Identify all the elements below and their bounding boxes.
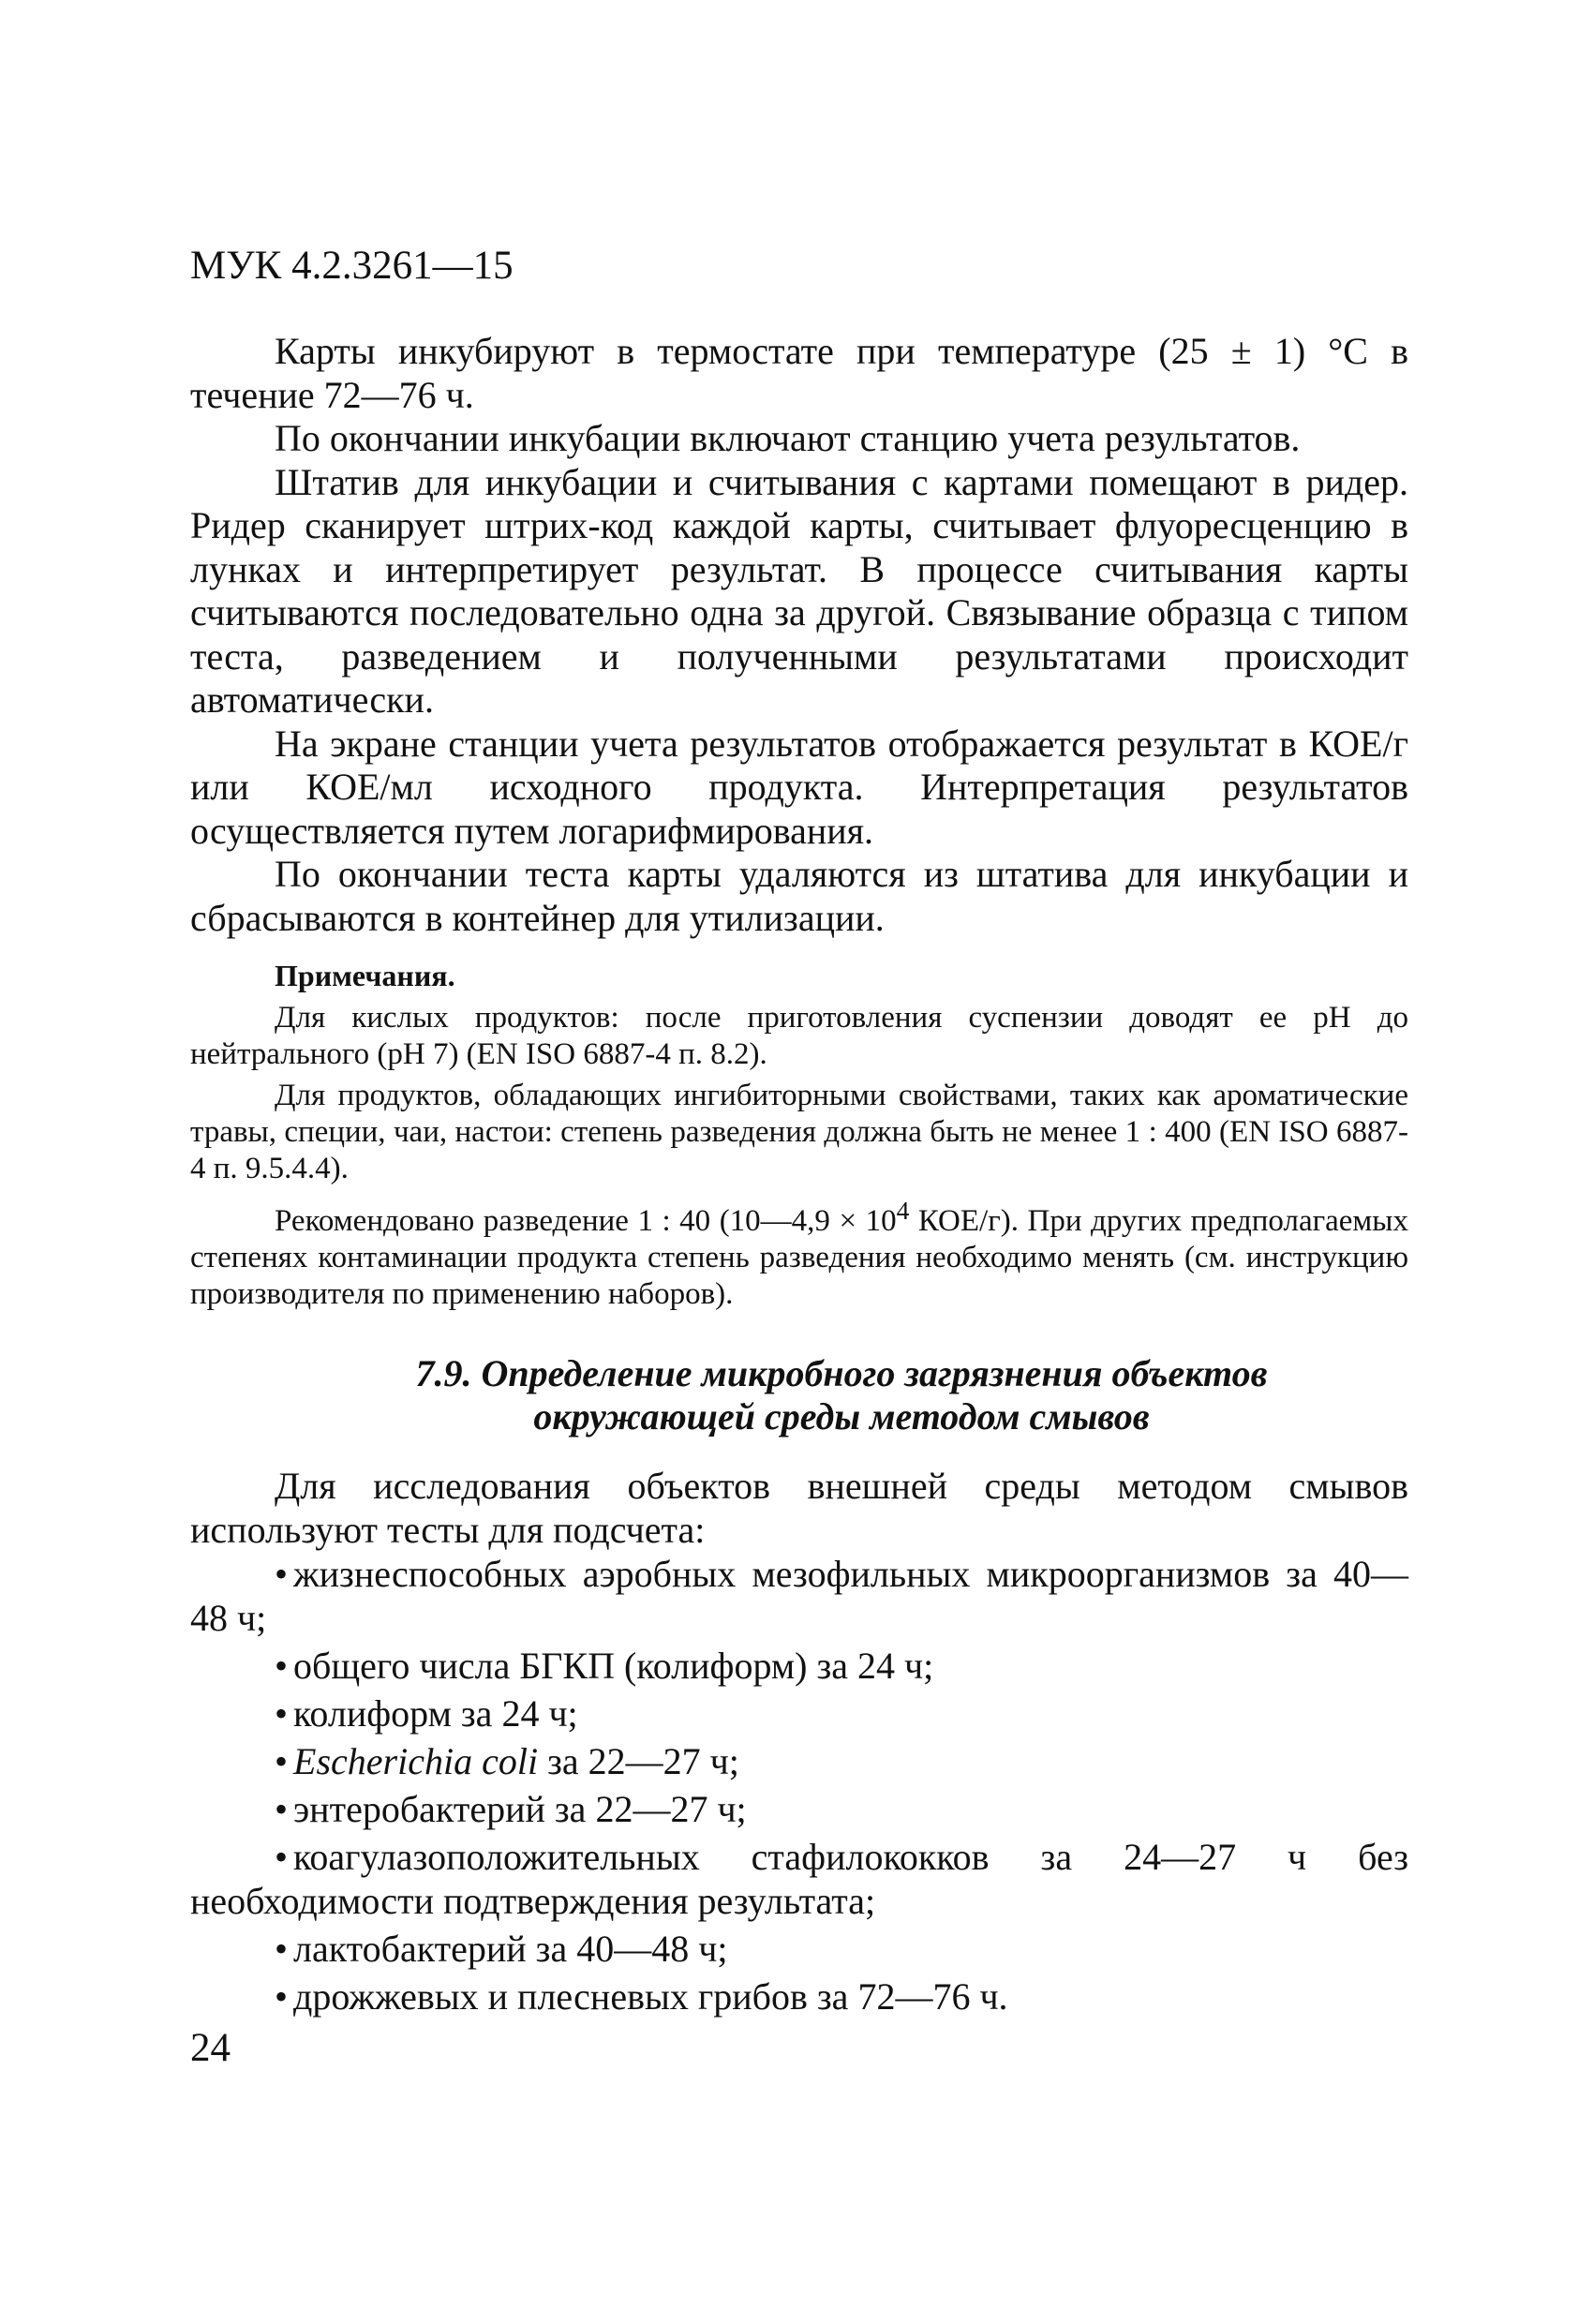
paragraph: По окончании инкубации включают станцию учета результатов. (275, 417, 1301, 459)
list-item (190, 1787, 1408, 1831)
list-item-text: энтеробактерий за 22—27 ч; (293, 1788, 747, 1830)
list-item-text: жизнеспособных аэробных мезофильных микроорганизмов за 40—48 ч; (190, 1553, 1408, 1639)
section-intro: Для исследования объектов внешней среды методом смывов используют тесты для подсчета: (190, 1465, 1408, 1551)
notes-title: Примечания. (275, 959, 455, 992)
list-item (190, 1691, 1408, 1736)
document-header: МУК 4.2.3261—15 (190, 244, 514, 288)
list-item (190, 1644, 1408, 1688)
page-number: 24 (190, 2026, 231, 2070)
bullet-icon: • (275, 1692, 289, 1735)
bullet-icon: • (275, 1975, 289, 2018)
list-item-text: лактобактерий за 40—48 ч; (293, 1928, 728, 1970)
note-text: Рекомендовано разведение 1 : 40 (10—4,9 × 10 (275, 1204, 897, 1238)
paragraph: На экране станции учета результатов отображается результат в КОЕ/г или КОЕ/мл исходного продукта. Интерпретация результатов осуществляется путем логарифмирования. (190, 722, 1408, 852)
list-item-text: колиформ за 24 ч; (293, 1692, 578, 1735)
paragraph: Карты инкубируют в термостате при температуре (25 ± 1) °С в течение 72—76 ч. (190, 330, 1408, 416)
list-item (190, 1974, 1408, 2019)
list-item-text: дрожжевых и плесневых грибов за 72—76 ч. (293, 1975, 1008, 2018)
section-title-line: окружающей среды методом смывов (533, 1395, 1150, 1438)
paragraph: По окончании теста карты удаляются из штатива для инкубации и сбрасываются в контейнер для утилизации. (190, 853, 1408, 939)
paragraph: Штатив для инкубации и считывания с картами помещают в ридер. Ридер сканирует штрих-код каждой карты, считывает флуоресценцию в лунках и интерпретирует результат. В процессе считывания карты считываются последовательно одна за другой. Связывание образца с типом теста, разведением и полученными результатами происходит автоматически. (190, 460, 1408, 721)
bullet-icon: • (275, 1836, 289, 1878)
section-title (190, 1352, 1408, 1438)
section-title-line: 7.9. Определение микробного загрязнения объектов (415, 1352, 1268, 1394)
note-item: Для кислых продуктов: после приготовления суспензии доводят ее рН до нейтрального (рН 7) (EN ISO 6887-4 п. 8.2). (190, 1001, 1408, 1071)
bullet-icon: • (275, 1740, 289, 1782)
list-item-text: за 22—27 ч; (538, 1740, 739, 1782)
bullet-icon: • (275, 1553, 289, 1595)
note-text: КОЕ/г). При других предполагаемых степенях контаминации продукта степень разведения необходимо менять (см. инструкцию производителя по применению наборов). (190, 1204, 1408, 1311)
bullet-icon: • (275, 1645, 289, 1687)
list-item-text: общего числа БГКП (колиформ) за 24 ч; (293, 1645, 934, 1687)
list-item (190, 1927, 1408, 1971)
note-item: Для продуктов, обладающих ингибиторными свойствами, таких как ароматические травы, специи, чаи, настои: степень разведения должна быть не менее 1 : 400 (EN ISO 6887-4 п. 9.5.4.4). (190, 1079, 1408, 1185)
note-item-dilution (190, 1192, 1408, 1313)
bullet-icon: • (275, 1928, 289, 1970)
list-item-text: коагулазоположительных стафилококков за 24—27 ч без необходимости подтверждения результата; (190, 1836, 1408, 1922)
organism-name: Escherichia coli (293, 1740, 539, 1782)
document-body (190, 330, 1408, 2022)
list-item (190, 1739, 1408, 1783)
superscript-exponent: 4 (896, 1196, 910, 1225)
list-item (190, 1552, 1408, 1640)
list-item (190, 1835, 1408, 1923)
bullet-icon: • (275, 1788, 289, 1830)
